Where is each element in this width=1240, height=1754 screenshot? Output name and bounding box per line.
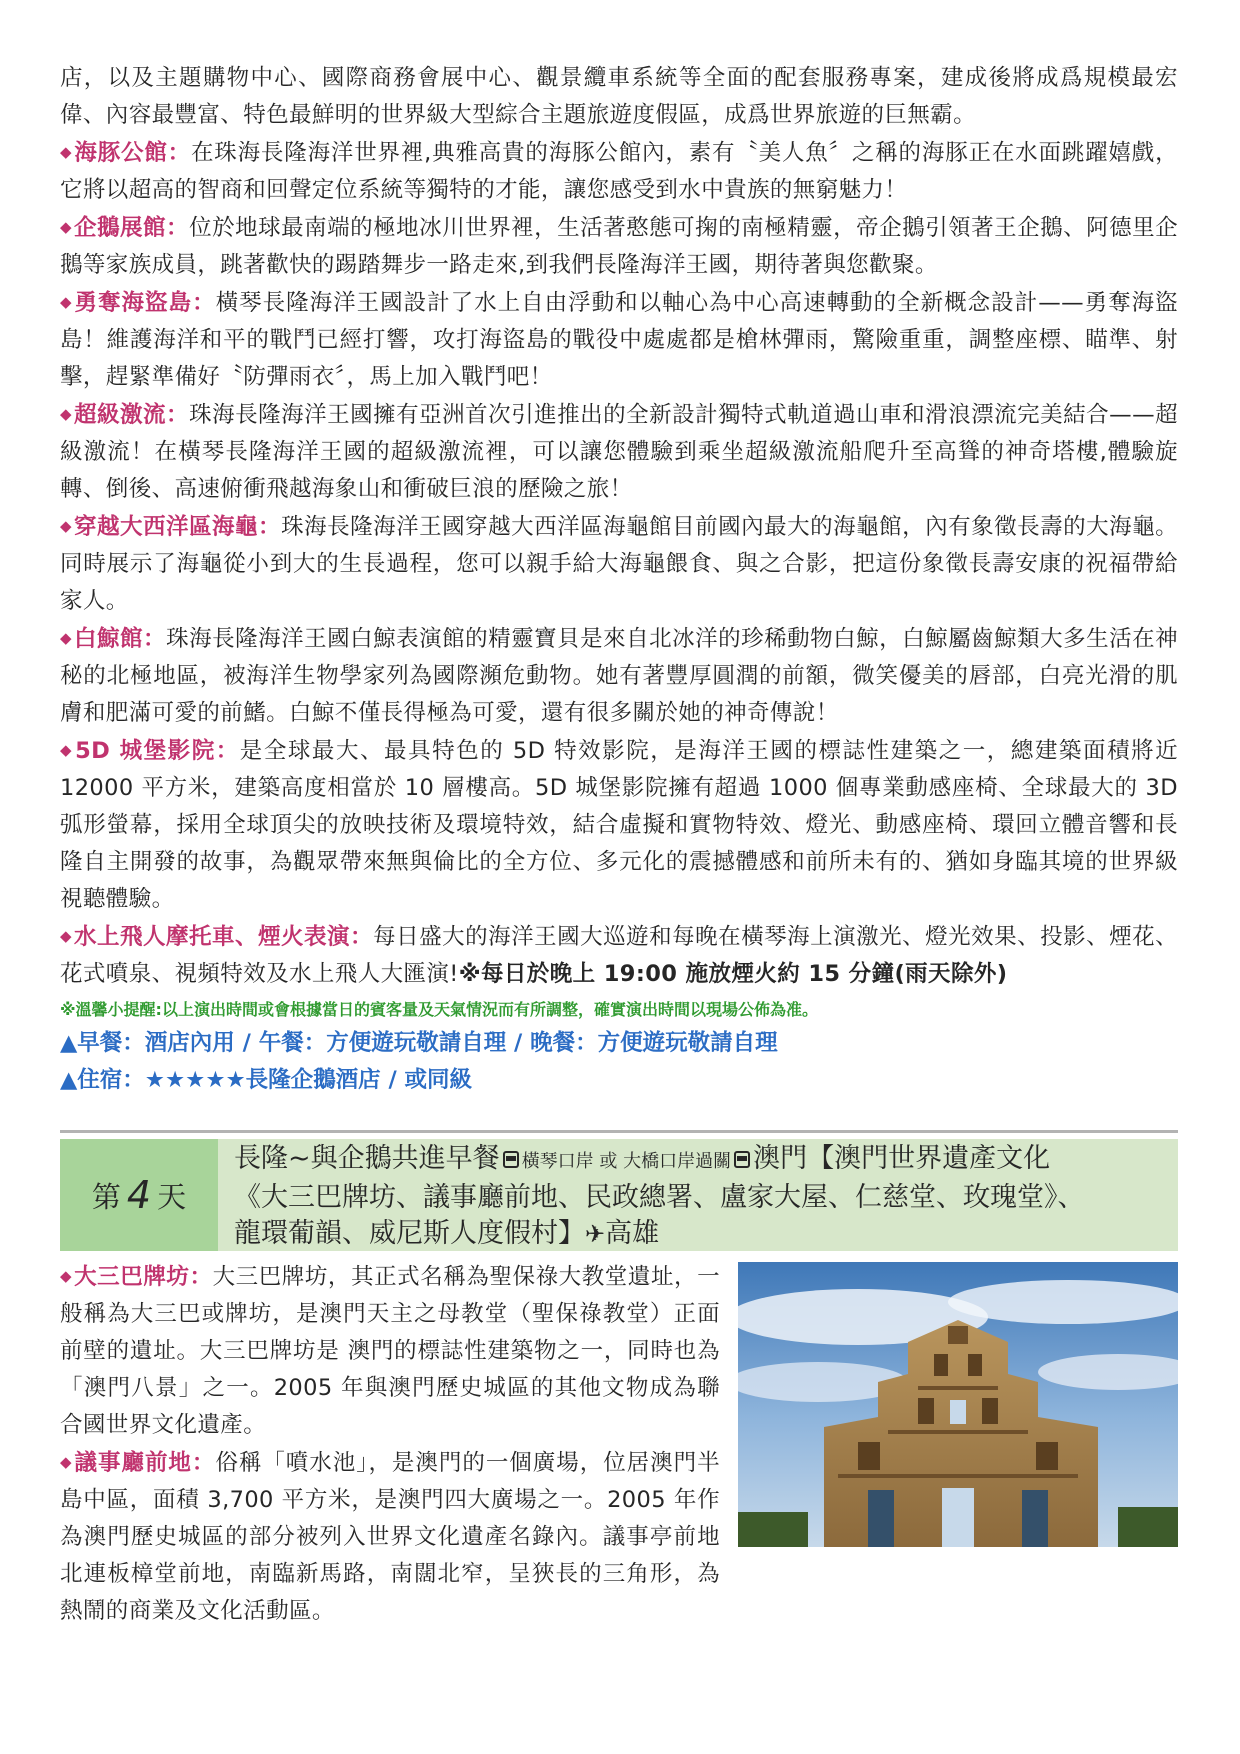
meals-info: ▲早餐：酒店內用 / 午餐：方便遊玩敬請自理 / 晚餐：方便遊玩敬請自理 [60,1030,778,1056]
diamond-bullet-icon: ◆ [60,927,73,945]
lodging-info: ▲住宿：★★★★★長隆企鵝酒店 / 或同級 [60,1067,473,1093]
attraction-title: 超級激流： [74,402,190,428]
attraction-text: 橫琴長隆海洋王國設計了水上自由浮動和以軸心為中心高速轉動的全新概念設計——勇奪海盜島！維護海洋和平的戰鬥已經打響，攻打海盜島的戰役中處處都是槍林彈雨，驚險重重，調整座標、瞄準、射擊，趕緊準備好〝防彈雨衣〞，馬上加入戰鬥吧！ [60,290,1179,390]
site-title: 議事廳前地： [74,1450,216,1476]
site-text: 俗稱「噴水池」，是澳門的一個廣場，位居澳門半島中區，面積 3,700 平方米，是澳門四大廣場之一。2005 年作為澳門歷史城區的部分被列入世界文化遺產名錄內。議事亭前地北連板樟堂前地，南臨新馬路，南闊北窄，呈狹長的三角形，為熱鬧的商業及文化活動區。 [60,1450,720,1624]
attraction-text: 珠海長隆海洋王國穿越大西洋區海龜館目前國內最大的海龜館，內有象徵長壽的大海龜。同時展示了海龜從小到大的生長過程，您可以親手給大海龜餵食、與之合影，把這份象徵長壽安康的祝福帶給家人。 [60,514,1178,614]
intro-paragraph: 店，以及主題購物中心、國際商務會展中心、觀景纜車系統等全面的配套服務專案，建成後將成爲規模最宏偉、內容最豐富、特色最鮮明的世界級大型綜合主題旅遊度假區，成爲世界旅遊的巨無霸。 [60,65,1178,128]
reminder-note: ※溫馨小提醒:以上演出時間或會根據當日的賓客量及天氣情況而有所調整，確實演出時間以現場公佈為准。 [60,1000,818,1019]
attraction-text: 珠海長隆海洋王國白鯨表演館的精靈寶貝是來自北冰洋的珍稀動物白鯨，白鯨屬齒鯨類大多生活在神秘的北極地區，被海洋生物學家列為國際瀕危動物。她有著豐厚圓潤的前額，微笑優美的唇部，白亮光滑的肌膚和肥滿可愛的前鰭。白鯨不僅長得極為可愛，還有很多關於她的神奇傳說！ [60,626,1179,726]
diamond-bullet-icon: ◆ [60,1453,73,1471]
attraction-sea-turtle [60,508,1178,620]
route-line-2: 《大三巴牌坊、議事廳前地、民政總署、盧家大屋、仁慈堂、玫瑰堂》、 [234,1182,1085,1213]
airplane-icon: ✈ [585,1220,606,1248]
itinerary-page [60,60,1178,1099]
route-segment: 龍環葡韻、威尼斯人度假村】 [234,1218,585,1249]
site-senado-square [60,1444,720,1630]
attraction-title: 白鯨館： [74,626,167,652]
bus-icon [734,1151,750,1168]
attraction-title: 企鵝展館： [74,215,190,241]
diamond-bullet-icon: ◆ [60,741,74,759]
diamond-bullet-icon: ◆ [60,405,73,423]
attraction-text: 珠海長隆海洋王國擁有亞洲首次引進推出的全新設計獨特式軌道過山車和滑浪漂流完美結合——超級激流！在橫琴長隆海洋王國的超級激流裡，可以讓您體驗到乘坐超級激流船爬升至高聳的神奇塔樓,體驗旋轉、倒後、高速俯衝飛越海象山和衝破巨浪的歷險之旅！ [60,402,1178,502]
section-divider [60,1130,1178,1133]
route-segment: 長隆~與企鵝共進早餐 [234,1143,500,1174]
site-ruins-st-paul [60,1258,720,1444]
attraction-super-rapids [60,396,1178,508]
day-prefix: 第 [91,1179,121,1214]
attraction-title: 水上飛人摩托車、煙火表演： [74,924,374,950]
day-4-header [60,1139,1178,1251]
attraction-title: 5D 城堡影院： [75,738,240,764]
diamond-bullet-icon: ◆ [60,517,73,535]
attraction-title: 穿越大西洋區海龜： [74,514,282,540]
day-route [218,1139,1178,1251]
route-line-3 [234,1216,1178,1252]
diamond-bullet-icon: ◆ [60,293,73,311]
attraction-night-show [60,918,1178,993]
attraction-pirate-island [60,284,1178,396]
attraction-5d-cinema [60,732,1178,918]
attraction-beluga [60,620,1178,732]
day-4-sites [60,1258,1178,1630]
day-suffix: 天 [157,1179,187,1214]
attraction-text: 每日盛大的海洋王國大巡遊和每晚在橫琴海上演激光、燈光效果、投影、煙花、花式噴泉、視頻特效及水上飛人大匯演! [60,924,1178,987]
fireworks-time: ※每日於晚上 19:00 施放煙火約 15 分鐘(雨天除外) [458,961,1008,987]
day-number: 4 [126,1173,152,1217]
route-border-crossing: 橫琴口岸 或 大橋口岸過關 [521,1151,732,1172]
day-label [60,1139,218,1251]
diamond-bullet-icon: ◆ [60,218,73,236]
diamond-bullet-icon: ◆ [60,1267,73,1285]
attraction-penguin [60,209,1178,284]
bus-icon [503,1151,519,1168]
attraction-dolphin [60,134,1178,209]
route-destination: 高雄 [605,1218,660,1249]
site-title: 大三巴牌坊： [74,1264,213,1290]
diamond-bullet-icon: ◆ [60,143,73,161]
route-segment: 澳門【澳門世界遺產文化 [753,1143,1051,1174]
attraction-text: 位於地球最南端的極地冰川世界裡，生活著憨態可掬的南極精靈，帝企鵝引領著王企鵝、阿德里企鵝等家族成員，跳著歡快的踢踏舞步一路走來,到我們長隆海洋王國，期待著與您歡聚。 [60,215,1179,278]
attraction-title: 勇奪海盜島： [74,290,216,316]
attraction-title: 海豚公館： [74,140,191,166]
route-line-1 [234,1141,1178,1180]
attraction-text: 是全球最大、最具特色的 5D 特效影院，是海洋王國的標誌性建築之一，總建築面積將近 12000 平方米，建築高度相當於 10 層樓高。5D 城堡影院擁有超過 1000 個專業動感座椅、全球最大的 3D 弧形螢幕，採用全球頂尖的放映技術及環境特效，結合虛擬和實物特效、燈光、動感座椅、環回立體音響和長隆自主開發的故事，為觀眾帶來無與倫比的全方位、多元化的震撼體感和前所未有的、猶如身臨其境的世界級視聽體驗。 [60,738,1178,912]
site-text: 大三巴牌坊，其正式名稱為聖保祿大教堂遺址，一般稱為大三巴或牌坊，是澳門天主之母教堂（聖保祿教堂）正面前壁的遺址。大三巴牌坊是 澳門的標誌性建築物之一，同時也為「澳門八景」之一。2005 年與澳門歷史城區的其他文物成為聯合國世界文化遺產。 [60,1264,720,1438]
diamond-bullet-icon: ◆ [60,629,73,647]
attraction-text: 在珠海長隆海洋世界裡,典雅高貴的海豚公館內，素有〝美人魚〞之稱的海豚正在水面跳躍嬉戲，它將以超高的智商和回聲定位系統等獨特的才能，讓您感受到水中貴族的無窮魅力！ [60,140,1178,203]
